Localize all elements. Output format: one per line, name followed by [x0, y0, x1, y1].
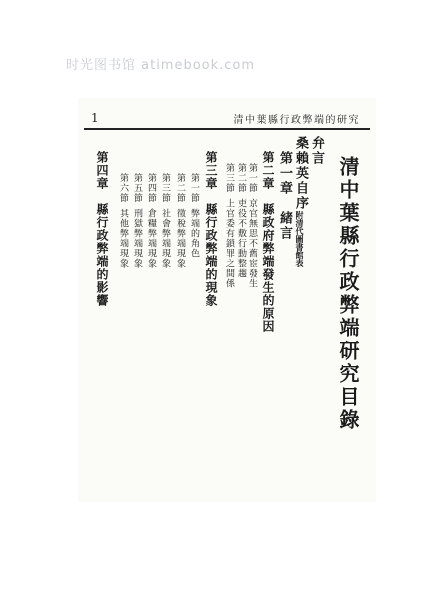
header-rule	[84, 128, 370, 130]
watermark: 时光图书馆 atimebook.com	[66, 58, 256, 73]
section-title: 社會弊端現象	[160, 208, 170, 269]
section-label: 第三節	[224, 163, 234, 193]
toc-section-3-1	[189, 173, 198, 259]
chapter-title: 縣政府弊端發生的原因	[261, 203, 275, 333]
section-label: 第一節	[189, 173, 199, 203]
chapter-title: 緒言	[277, 211, 292, 241]
chapter-label: 第四章	[95, 151, 109, 190]
toc-section-2-3	[224, 163, 233, 289]
chapter-label: 第一章	[277, 151, 292, 196]
section-title: 京官無思不舊宦發生	[247, 198, 257, 289]
page-number: 1	[91, 111, 99, 125]
chapter-title: 縣行政弊端的影響	[95, 203, 109, 307]
section-label: 第三節	[160, 173, 170, 203]
toc-chapter-4	[96, 151, 108, 307]
section-title: 上官委有鎖罪之間係	[224, 198, 234, 289]
toc-sang-preface-label: 桑賴英自序	[293, 136, 308, 211]
toc-chapter-1	[278, 151, 291, 241]
section-label: 第二節	[236, 163, 246, 193]
section-title: 弊端的角色	[189, 208, 199, 259]
section-title: 刑獄弊端現象	[132, 208, 142, 269]
book-page	[78, 98, 376, 502]
toc-section-3-4	[146, 173, 155, 269]
running-head: 清中葉縣行政弊端的研究	[233, 115, 360, 126]
toc-sang-preface-note: 附清代圖書館表	[295, 211, 305, 267]
toc-section-2-1	[247, 163, 256, 289]
toc-section-2-2	[236, 163, 245, 279]
chapter-label: 第二章	[261, 151, 275, 190]
toc-section-3-5	[132, 173, 141, 269]
toc-section-3-6	[118, 173, 127, 269]
section-title: 倉糧弊端現象	[146, 208, 156, 269]
toc-section-3-2	[175, 173, 184, 269]
section-label: 第四節	[146, 173, 156, 203]
toc-chapter-2	[262, 151, 274, 333]
toc-preface: 弁言	[309, 136, 324, 166]
section-title: 徵稅弊端現象	[175, 208, 185, 269]
chapter-label: 第三章	[204, 151, 218, 190]
toc-section-3-3	[160, 173, 169, 269]
section-title: 吏役不敷行動整趨	[236, 198, 246, 279]
section-label: 第一節	[247, 163, 257, 193]
toc-sang-preface	[294, 136, 307, 267]
toc-chapter-3	[205, 151, 217, 307]
section-label: 第六節	[118, 173, 128, 203]
section-label: 第五節	[132, 173, 142, 203]
section-label: 第二節	[175, 173, 185, 203]
toc-title: 清中葉縣行政弊端研究目錄	[336, 156, 360, 432]
section-title: 其他弊端現象	[118, 208, 128, 269]
chapter-title: 縣行政弊端的現象	[204, 203, 218, 307]
